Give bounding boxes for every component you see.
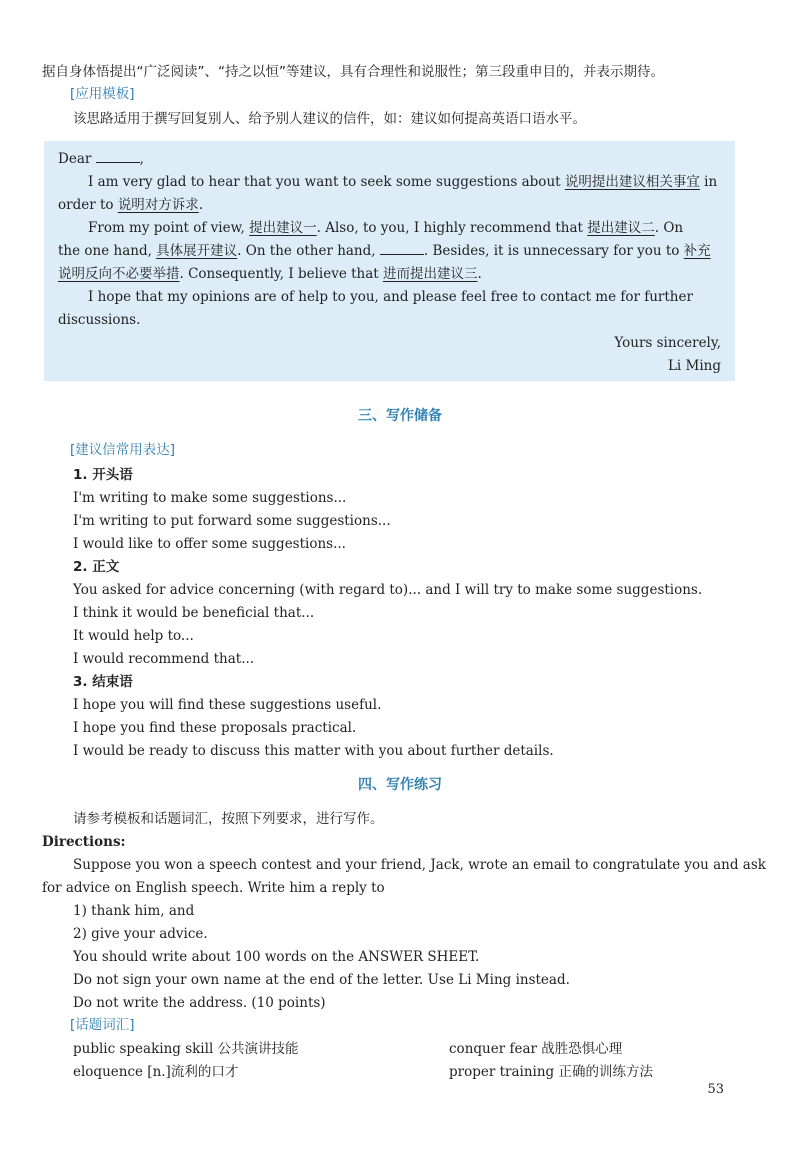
p2-text-a: From my point of view, [88,220,250,236]
p1-text-b: in [699,174,718,190]
p2-underline-4: 补充 [683,243,711,259]
section3-sub1: 1. 开头语 [73,467,133,483]
letter-p2-line2 [58,241,711,261]
p1-text-c: order to [58,197,118,213]
vocab-label: [话题词汇] [70,1017,135,1033]
p2-underline-1: 提出建议一 [249,220,317,236]
template-label: [应用模板] [70,86,135,102]
p1-underline-1: 说明提出建议相关事宜 [564,174,700,190]
p1-text-a: I am very glad to hear that you want to seek some suggestions about [88,174,565,190]
closing-expression-2: I hope you find these proposals practical. [73,720,357,736]
letter-p1-line2 [58,195,203,215]
p2-underline-3: 具体展开建议 [156,243,238,259]
opening-expression-3: I would like to offer some suggestions... [73,536,346,552]
direction-line-4: 2) give your advice. [73,926,208,942]
vocab-item-1: public speaking skill 公共演讲技能 [73,1041,299,1057]
dear-comma: , [139,151,144,167]
p2-text-b: . Also, to you, I highly recommend that [316,220,588,236]
p2-text-e: . On the other hand, [237,243,380,259]
closing-expression-1: I hope you will find these suggestions useful. [73,697,382,713]
practice-instruction: 请参考模板和话题词汇，按照下列要求，进行写作。 [73,811,384,827]
vocab-item-3: eloquence [n.]流利的口才 [73,1064,239,1080]
letter-p1-line1 [88,172,717,192]
opening-expression-2: I'm writing to put forward some suggestions... [73,513,391,529]
name-blank [96,150,140,163]
direction-line-3: 1) thank him, and [73,903,195,919]
opening-expression-1: I'm writing to make some suggestions... [73,490,347,506]
body-expression-3: It would help to... [73,628,194,644]
direction-line-1: Suppose you won a speech contest and your friend, Jack, wrote an email to congratulate you and ask [73,857,766,873]
p1-text-d: . [198,197,204,213]
body-expression-2: I think it would be beneficial that... [73,605,315,621]
letter-closing: Yours sincerely, [614,335,721,351]
template-intro: 该思路适用于撰写回复别人、给予别人建议的信件，如：建议如何提高英语口语水平。 [73,111,586,127]
letter-p2-line3 [58,264,482,284]
direction-line-6: Do not sign your own name at the end of the letter. Use Li Ming instead. [73,972,570,988]
p2-text-g: . Consequently, I believe that [179,266,384,282]
p2-text-c: . On [654,220,684,236]
p2-underline-6: 进而提出建议三 [383,266,478,282]
direction-line-2: for advice on English speech. Write him a reply to [42,880,385,896]
p2-text-f: . Besides, it is unnecessary for you to [423,243,684,259]
p2-text-d: the one hand, [58,243,157,259]
closing-expression-3: I would be ready to discuss this matter with you about further details. [73,743,554,759]
vocab-item-4: proper training 正确的训练方法 [449,1064,653,1080]
section3-sub2: 2. 正文 [73,559,120,575]
p2-text-h: . [477,266,482,282]
expressions-label: [建议信常用表达] [70,442,176,458]
p2-blank [380,242,424,255]
letter-p3-line1: I hope that my opinions are of help to you, and please feel free to contact me for further [88,289,693,305]
direction-line-5: You should write about 100 words on the ANSWER SHEET. [73,949,480,965]
direction-line-7: Do not write the address. (10 points) [73,995,326,1011]
letter-greeting [58,149,144,169]
page-number: 53 [707,1082,724,1097]
dear-text: Dear [58,151,92,167]
section4-title: 四、写作练习 [358,777,442,793]
section3-sub3: 3. 结束语 [73,674,133,690]
letter-p2-line1 [88,218,683,238]
body-expression-4: I would recommend that... [73,651,255,667]
letter-signature: Li Ming [667,358,721,374]
p2-underline-2: 提出建议二 [587,220,655,236]
section3-title: 三、写作储备 [358,408,442,424]
directions-label: Directions: [42,834,126,850]
p1-underline-2: 说明对方诉求 [117,197,199,213]
intro-text: 据自身体悟提出“广泛阅读”、“持之以恒”等建议，具有合理性和说服性；第三段重申目的，并表示期待。 [42,64,664,80]
p2-underline-5: 说明反向不必要举措 [58,266,180,282]
vocab-item-2: conquer fear 战胜恐惧心理 [449,1041,623,1057]
letter-p3-line2: discussions. [58,312,141,328]
body-expression-1: You asked for advice concerning (with regard to)... and I will try to make some suggestions. [73,582,703,598]
